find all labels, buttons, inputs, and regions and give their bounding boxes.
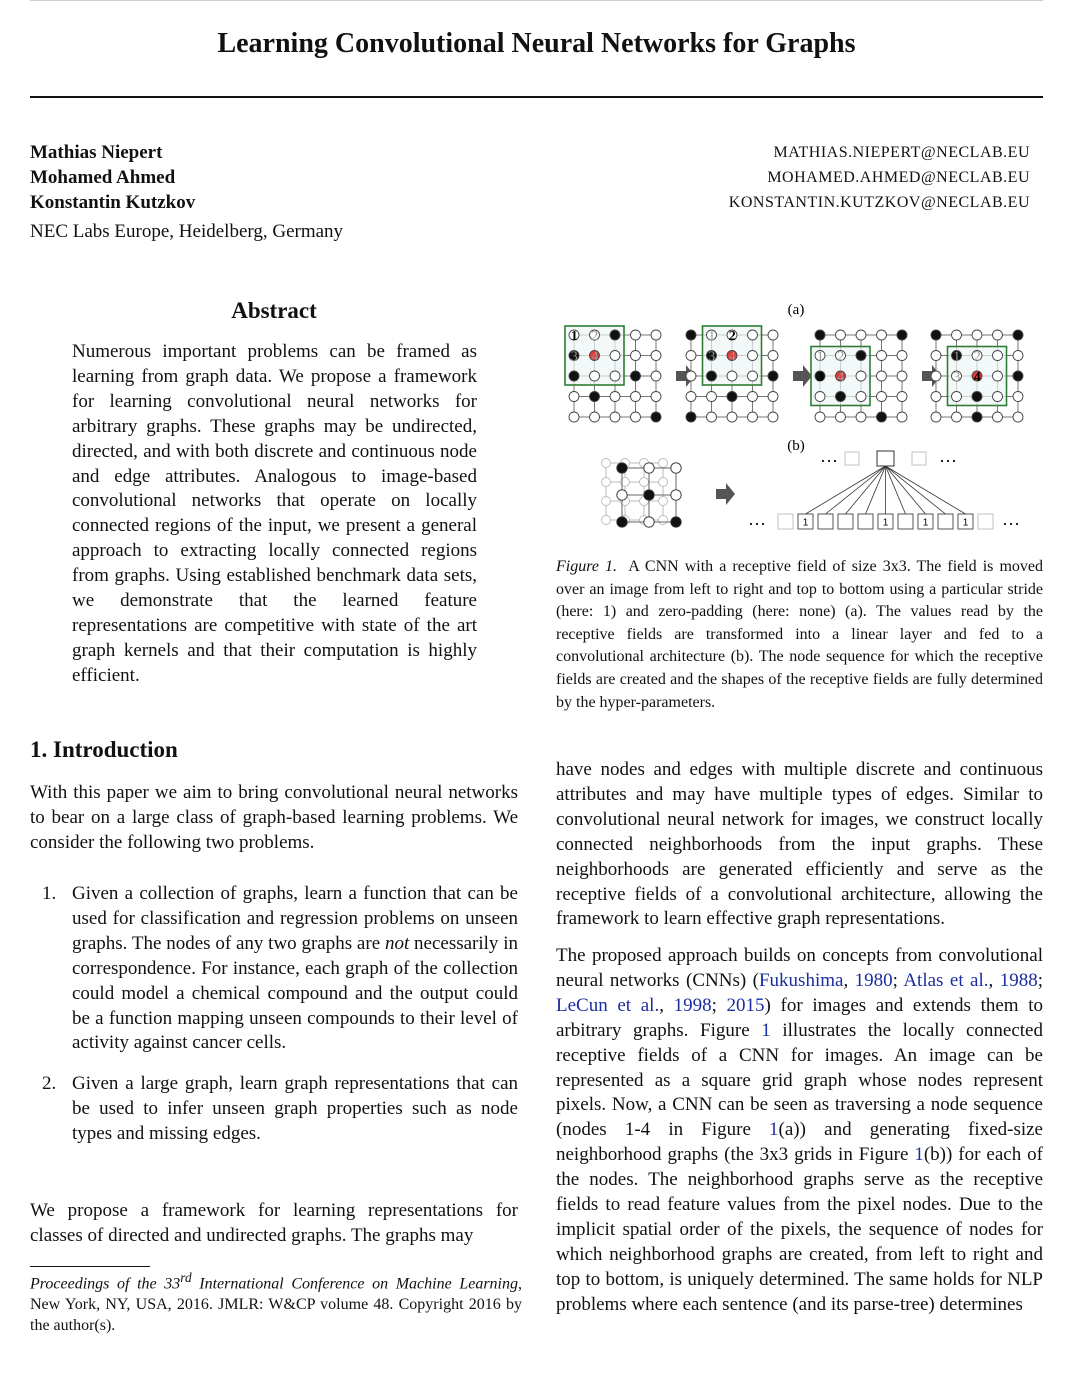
author-row xyxy=(30,190,1030,215)
grid-node xyxy=(836,412,846,422)
grid-node xyxy=(651,371,661,381)
connection-line xyxy=(866,466,886,514)
figure-label-b: (b) xyxy=(787,438,805,454)
grid-node xyxy=(897,392,907,402)
author-name: Mohamed Ahmed xyxy=(30,167,176,188)
figure-ref-link[interactable]: 1 xyxy=(761,1019,771,1041)
node-label: 2 xyxy=(837,349,845,365)
grid-node xyxy=(993,330,1003,340)
grid-node xyxy=(686,351,696,361)
node-label: 2 xyxy=(591,329,599,344)
figure-caption: Figure 1. A CNN with a receptive field of size 3x3. The field is moved over an image from left to right and top to bottom using a particular stride (here: 1) and zero-padding (here: none) (a). The values read by the receptive fields are transformed into a linear layer and fed to a convolutional architecture (b). The node sequence for which the receptive fields are created and the shapes of the receptive fields are fully determined by the hyper-parameters. xyxy=(556,558,1043,711)
grid-graph xyxy=(565,326,661,422)
author-row xyxy=(30,140,1030,165)
active-node-label: 4 xyxy=(973,370,981,385)
figure-ref-link[interactable]: 1 xyxy=(914,1144,924,1166)
node-label: 3 xyxy=(708,349,716,365)
author-block xyxy=(30,140,1030,244)
faded-node xyxy=(659,459,668,468)
ellipsis: … xyxy=(748,509,766,529)
grid-node xyxy=(569,371,579,381)
grid-node xyxy=(931,371,941,381)
grid-node xyxy=(590,371,600,381)
faded-unit xyxy=(912,452,926,465)
connection-line xyxy=(886,466,966,514)
node-label: 2 xyxy=(973,349,981,365)
grid-node xyxy=(1013,351,1023,361)
grid-node xyxy=(686,371,696,381)
grid-node xyxy=(569,412,579,422)
neighborhood-node xyxy=(644,463,654,473)
arrow-icon xyxy=(793,365,812,387)
grid-node xyxy=(877,371,887,381)
grid-node xyxy=(931,392,941,402)
node-label: 1 xyxy=(953,349,961,365)
grid-node xyxy=(707,412,717,422)
grid-node xyxy=(836,330,846,340)
neighborhood-node xyxy=(644,490,654,500)
connection-line xyxy=(826,466,886,514)
layer-cell xyxy=(898,514,913,529)
grid-node xyxy=(877,412,887,422)
problem-list xyxy=(30,882,518,1163)
ellipsis: … xyxy=(939,446,957,466)
connection-line xyxy=(886,466,926,514)
neighborhood-node xyxy=(644,517,654,527)
faded-node xyxy=(602,516,611,525)
citation-link[interactable]: 1998 xyxy=(673,994,712,1016)
ellipsis: … xyxy=(820,446,838,466)
grid-node xyxy=(768,412,778,422)
neighborhood-node xyxy=(617,517,627,527)
connection-line xyxy=(886,466,946,514)
active-node-label: 2 xyxy=(728,329,736,344)
grid-node xyxy=(856,371,866,381)
faded-node xyxy=(602,459,611,468)
list-text: Given a large graph, learn graph representations that can be used to infer unseen graph properties such as node types and missing edges. xyxy=(72,1073,518,1145)
paper-title: Learning Convolutional Neural Networks for Graphs xyxy=(217,28,856,59)
grid-node xyxy=(897,371,907,381)
arrow-icon xyxy=(716,483,735,505)
faded-node xyxy=(602,497,611,506)
figure-1 xyxy=(556,298,1046,538)
grid-node xyxy=(768,351,778,361)
grid-node xyxy=(727,392,737,402)
intro-paragraph: The proposed approach builds on concepts from convolutional neural networks (CNNs) (Fukushima, 1980; Atlas et al., 1988; LeCun et al., 1998; 2015) for images and extends them to arbitrary graphs. Figure 1 illustrates the locally connected receptive fields of a CNN for images. An image can be represented as a square grid graph whose nodes represent pixels. Now, a CNN can be seen as traversing a node sequence (nodes 1-4 in Figure 1(a)) and generating fixed-size neighborhood graphs (the 3x3 grids in Figure 1(b)) for each of the nodes. The neighborhood graphs serve as the receptive fields to read feature values from the pixel nodes. Due to the implicit spatial order of the pixels, the sequence of nodes for which neighborhood graphs are created, from left to right and top to bottom, is uniquely determined. The same holds for NLP problems where each sentence (and its parse-tree) determines xyxy=(556,945,1044,1315)
author-name: Mathias Niepert xyxy=(30,142,163,163)
grid-node xyxy=(993,371,1003,381)
cell-value: 1 xyxy=(802,517,809,529)
abstract-heading: Abstract xyxy=(231,298,317,323)
list-number: 1. xyxy=(42,883,57,904)
grid-node xyxy=(1013,412,1023,422)
connection-line xyxy=(806,466,886,514)
grid-node xyxy=(768,392,778,402)
faded-unit xyxy=(845,452,859,465)
grid-node xyxy=(815,330,825,340)
grid-node xyxy=(931,412,941,422)
author-name: Konstantin Kutzkov xyxy=(30,192,196,213)
grid-node xyxy=(727,412,737,422)
grid-node xyxy=(610,330,620,340)
grid-node xyxy=(610,371,620,381)
grid-node xyxy=(877,392,887,402)
grid-node xyxy=(610,392,620,402)
faded-node xyxy=(640,478,649,487)
grid-node xyxy=(727,371,737,381)
grid-node xyxy=(651,330,661,340)
grid-node xyxy=(748,371,758,381)
grid-node xyxy=(952,392,962,402)
grid-node xyxy=(707,371,717,381)
affiliation: NEC Labs Europe, Heidelberg, Germany xyxy=(30,221,344,242)
grid-node xyxy=(768,371,778,381)
grid-node xyxy=(686,412,696,422)
grid-node xyxy=(856,351,866,361)
author-email: MATHIAS.NIEPERT@NECLAB.EU xyxy=(773,144,1030,161)
layer-cell xyxy=(838,514,853,529)
ellipsis: … xyxy=(1002,509,1020,529)
grid-node xyxy=(631,351,641,361)
grid-node xyxy=(856,392,866,402)
author-row xyxy=(30,165,1030,190)
node-label: 4 xyxy=(837,370,845,385)
grid-node xyxy=(748,392,758,402)
neighborhood-node xyxy=(671,463,681,473)
grid-node xyxy=(651,412,661,422)
grid-node xyxy=(952,412,962,422)
grid-node xyxy=(748,351,758,361)
grid-node xyxy=(897,351,907,361)
grid-node xyxy=(1013,330,1023,340)
cell-value: 1 xyxy=(962,517,969,529)
grid-node xyxy=(768,330,778,340)
grid-node xyxy=(590,392,600,402)
grid-node xyxy=(686,392,696,402)
connection-line xyxy=(886,466,906,514)
grid-node xyxy=(815,412,825,422)
node-label: 3 xyxy=(570,349,578,365)
grid-node xyxy=(836,392,846,402)
list-item xyxy=(30,1072,518,1147)
panel-b xyxy=(602,446,1021,529)
grid-node xyxy=(856,412,866,422)
grid-node xyxy=(972,392,982,402)
grid-node xyxy=(993,351,1003,361)
grid-node xyxy=(748,412,758,422)
citation-link[interactable]: Fukushima xyxy=(758,969,844,991)
grid-node xyxy=(877,351,887,361)
cell-value: 1 xyxy=(882,517,889,529)
title-rule xyxy=(30,96,1043,98)
layer-cell xyxy=(858,514,873,529)
author-email: KONSTANTIN.KUTZKOV@NECLAB.EU xyxy=(728,194,1030,211)
grid-node xyxy=(972,412,982,422)
grid-node xyxy=(631,412,641,422)
neighborhood-node xyxy=(617,463,627,473)
intro-paragraph: With this paper we aim to bring convolutional neural networks to bear on a large class of graph-based learning problems. We consider the following two problems. xyxy=(30,782,518,853)
grid-node xyxy=(590,412,600,422)
grid-node xyxy=(897,330,907,340)
grid-node xyxy=(748,330,758,340)
section-heading: 1. Introduction xyxy=(30,737,178,762)
node-label: 3 xyxy=(953,370,961,385)
node-label: 1 xyxy=(708,329,716,344)
cell-value: 1 xyxy=(922,517,929,529)
neighborhood-node xyxy=(671,517,681,527)
active-node-label: 1 xyxy=(570,329,578,344)
grid-node xyxy=(686,330,696,340)
author-email: MOHAMED.AHMED@NECLAB.EU xyxy=(767,169,1030,186)
grid-node xyxy=(1013,371,1023,381)
abstract-text: Numerous important problems can be framed as learning from graph data. We propose a framework for learning convolutional neural networks for arbitrary graphs. These graphs may be undirected, directed, and with both discrete and continuous node and edge attributes. Analogous to image-based convolutional networks that operate on locally connected regions of the input, we present a general approach to extracting locally connected regions from graphs. Using established benchmark data sets, we demonstrate that the learned feature representations are competitive with state of the art graph kernels and that their computation is highly efficient. xyxy=(72,341,477,686)
grid-node xyxy=(815,392,825,402)
conv-unit xyxy=(877,451,894,466)
layer-cell xyxy=(818,514,833,529)
grid-node xyxy=(1013,392,1023,402)
footnote: Proceedings of the 33rd International Conference on Machine Learning, New York, NY, USA, 2016. JMLR: W&CP volume 48. Copyright 2016 by the author(s). xyxy=(30,1270,523,1335)
node-label: 4 xyxy=(591,349,599,365)
intro-paragraph: have nodes and edges with multiple discrete and continuous attributes and may have multiple types of edges. Similar to convolutional neural network for images, we construct locally connected neighborhoods from the input graphs. These neighborhoods are generated efficiently and serve as the receptive fields of a convolutional architecture, allowing the framework to learn effective graph representations. xyxy=(556,759,1043,930)
grid-node xyxy=(856,330,866,340)
citation-link[interactable]: 2015 xyxy=(726,994,765,1016)
panel-a xyxy=(565,326,1023,422)
grid-node xyxy=(877,330,887,340)
layer-cell xyxy=(938,514,953,529)
citation-link[interactable]: 1988 xyxy=(999,969,1038,991)
layer-cell xyxy=(978,514,993,529)
grid-node xyxy=(610,351,620,361)
faded-node xyxy=(659,497,668,506)
grid-node xyxy=(897,412,907,422)
grid-node xyxy=(993,412,1003,422)
grid-node xyxy=(631,371,641,381)
citation-link[interactable]: LeCun et al. xyxy=(556,994,660,1016)
grid-node xyxy=(651,392,661,402)
grid-graph xyxy=(686,326,778,422)
faded-node xyxy=(659,478,668,487)
neighborhood-node xyxy=(617,490,627,500)
grid-node xyxy=(972,330,982,340)
list-item xyxy=(30,882,518,1056)
figure-ref-link[interactable]: 1 xyxy=(769,1119,779,1141)
grid-node xyxy=(931,330,941,340)
node-label: 4 xyxy=(728,349,736,365)
citation-link[interactable]: 1980 xyxy=(854,969,893,991)
grid-node xyxy=(931,351,941,361)
grid-graph xyxy=(931,330,1023,422)
node-label: 1 xyxy=(816,349,824,365)
list-number: 2. xyxy=(42,1073,57,1095)
grid-node xyxy=(651,351,661,361)
faded-node xyxy=(602,478,611,487)
layer-cell xyxy=(778,514,793,529)
neighborhood-node xyxy=(671,490,681,500)
grid-node xyxy=(631,392,641,402)
grid-node xyxy=(993,392,1003,402)
citation-link[interactable]: Atlas et al. xyxy=(903,969,989,991)
grid-node xyxy=(631,330,641,340)
grid-node xyxy=(569,392,579,402)
grid-node xyxy=(610,412,620,422)
grid-node xyxy=(707,392,717,402)
active-node-label: 3 xyxy=(816,370,824,385)
intro-paragraph: We propose a framework for learning representations for classes of directed and undirected graphs. The graphs may xyxy=(30,1200,518,1246)
list-text: Given a collection of graphs, learn a function that can be used for classification and regression problems on unseen graphs. The nodes of any two graphs are not necessarily in correspondence. For instance, each graph of the collection could model a chemical compound and the output could be a function mapping unseen compounds to their level of activity against cancer cells. xyxy=(72,883,518,1054)
top-rule xyxy=(30,0,1043,1)
figure-label-a: (a) xyxy=(787,302,805,318)
grid-graph xyxy=(811,330,907,422)
grid-node xyxy=(952,330,962,340)
connection-line xyxy=(846,466,886,514)
faded-node xyxy=(659,516,668,525)
